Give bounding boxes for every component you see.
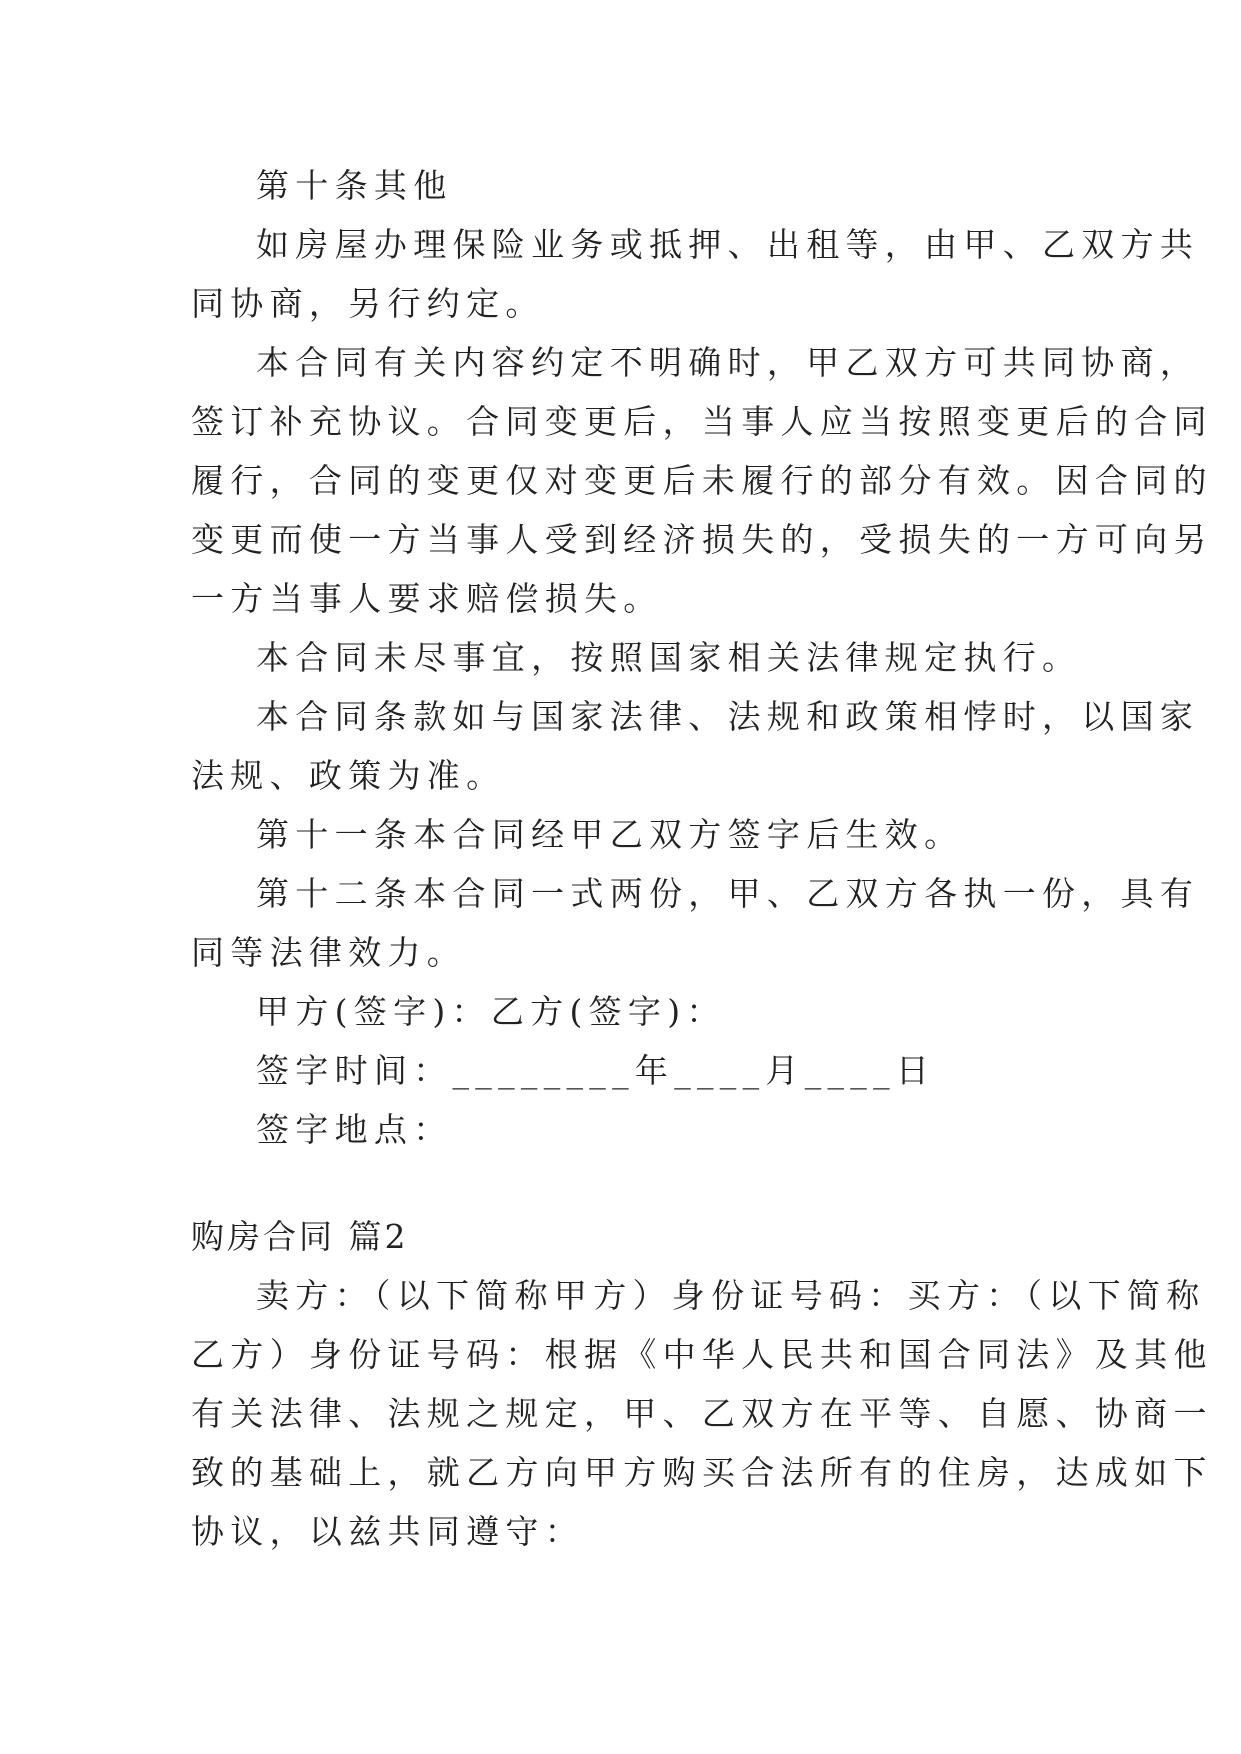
paragraph-line: 同等法律效力。	[191, 933, 467, 972]
article-12-line: 第十二条本合同一式两份，甲、乙双方各执一份，具有	[256, 874, 1200, 913]
paragraph-line: 同协商，另行约定。	[191, 284, 545, 323]
paragraph-line: 卖方：（以下简称甲方）身份证号码：买方：（以下简称	[256, 1276, 1206, 1315]
paragraph-line: 法规、政策为准。	[191, 756, 506, 795]
article-10-heading: 第十条其他	[256, 166, 453, 205]
paragraph-line: 乙方）身份证号码：根据《中华人民共和国合同法》及其他	[191, 1335, 1213, 1374]
paragraph-line: 如房屋办理保险业务或抵押、出租等，由甲、乙双方共	[256, 225, 1200, 264]
paragraph-line: 有关法律、法规之规定，甲、乙双方在平等、自愿、协商一	[191, 1394, 1213, 1433]
paragraph-line: 致的基础上，就乙方向甲方购买合法所有的住房，达成如下	[191, 1453, 1213, 1492]
signature-date-line: 签字时间：________年____月____日	[256, 1051, 936, 1090]
paragraph-line: 一方当事人要求赔偿损失。	[191, 579, 663, 618]
signature-place-line: 签字地点：	[256, 1110, 453, 1149]
paragraph-line: 本合同条款如与国家法律、法规和政策相悖时，以国家	[256, 697, 1200, 736]
paragraph-line: 变更而使一方当事人受到经济损失的，受损失的一方可向另	[191, 520, 1213, 559]
paragraph-line: 签订补充协议。合同变更后，当事人应当按照变更后的合同	[191, 402, 1213, 441]
paragraph-line: 本合同有关内容约定不明确时，甲乙双方可共同协商，	[256, 343, 1200, 382]
paragraph-line: 履行，合同的变更仅对变更后未履行的部分有效。因合同的	[191, 461, 1213, 500]
section-title: 购房合同 篇2	[191, 1217, 409, 1256]
paragraph-line: 本合同未尽事宜，按照国家相关法律规定执行。	[256, 638, 1082, 677]
paragraph-line: 协议，以兹共同遵守：	[191, 1512, 584, 1551]
signature-parties-line: 甲方(签字)：乙方(签字)：	[256, 992, 726, 1031]
article-11-line: 第十一条本合同经甲乙双方签字后生效。	[256, 815, 964, 854]
